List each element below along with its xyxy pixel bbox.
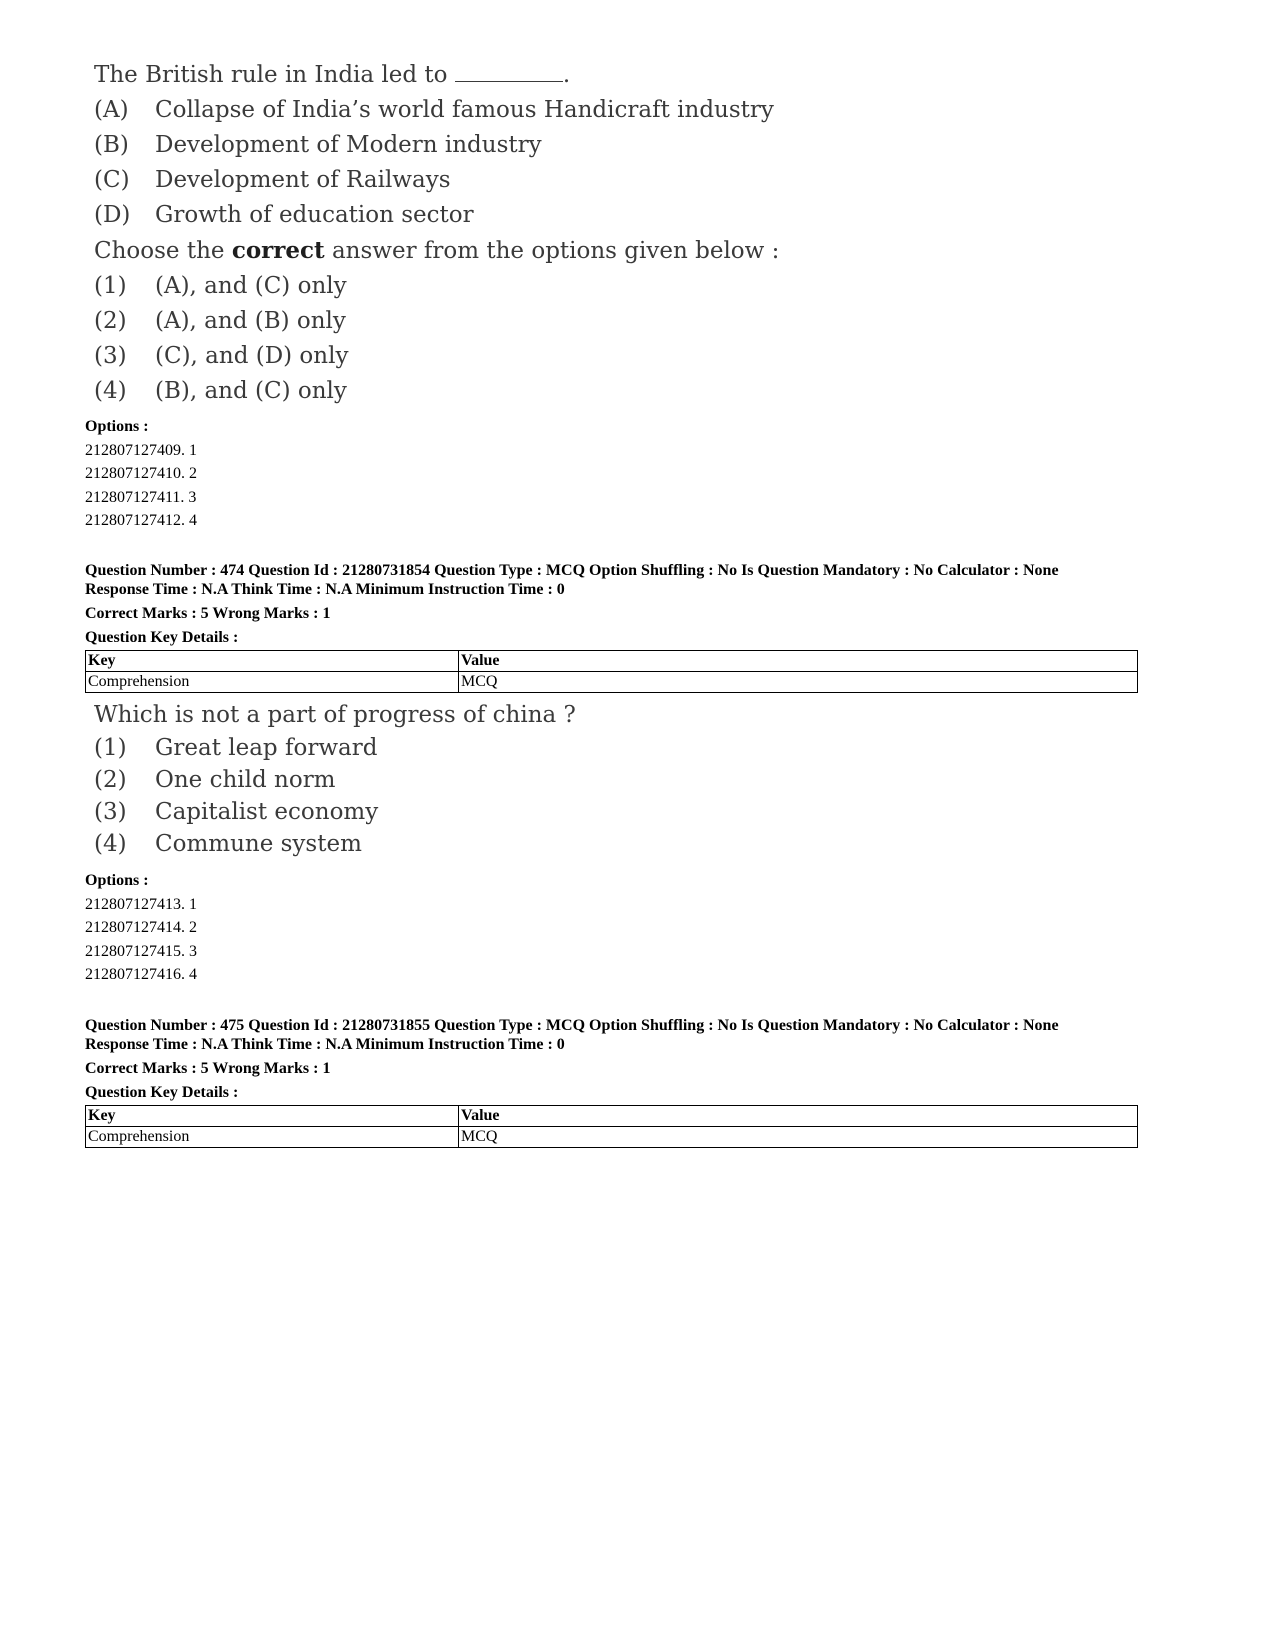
option-item: 212807127416. 4 <box>85 966 197 983</box>
q474-key-table <box>85 650 1138 693</box>
question-meta-line2: Response Time : N.A Think Time : N.A Minimum Instruction Time : 0 <box>85 1036 565 1053</box>
statement-c: (C) Development of Railways <box>94 167 451 193</box>
choice-1: (1) (A), and (C) only <box>94 273 347 299</box>
table-header-row <box>86 1106 1138 1127</box>
key-cell: Comprehension <box>86 672 459 693</box>
option-item: 212807127409. 1 <box>85 441 197 459</box>
choice-3: (3) (C), and (D) only <box>94 343 349 369</box>
question-key-details-label: Question Key Details : <box>85 628 239 646</box>
options-heading: Options : <box>85 872 149 889</box>
statement-a: (A) Collapse of India’s world famous Handicraft industry <box>94 97 774 123</box>
choice-1: (1) Great leap forward <box>94 735 378 761</box>
key-cell: Comprehension <box>86 1127 459 1148</box>
value-cell: MCQ <box>459 672 1138 693</box>
option-item: 212807127414. 2 <box>85 919 197 936</box>
q474-options <box>85 869 197 987</box>
q473-options <box>85 415 197 533</box>
option-item: 212807127413. 1 <box>85 895 197 913</box>
option-item: 212807127415. 3 <box>85 942 197 960</box>
option-item: 212807127410. 2 <box>85 465 197 482</box>
question-meta-line1: Question Number : 475 Question Id : 21280731855 Question Type : MCQ Option Shuffling : No Is Question Mandatory : No Calculator : None <box>85 1017 1059 1034</box>
choice-4: (4) Commune system <box>94 831 362 857</box>
question-marks: Correct Marks : 5 Wrong Marks : 1 <box>85 605 331 622</box>
q474-header <box>85 561 1059 649</box>
statement-d: (D) Growth of education sector <box>94 202 474 228</box>
option-item: 212807127412. 4 <box>85 512 197 529</box>
question-473-image <box>94 58 779 409</box>
options-heading: Options : <box>85 418 149 435</box>
question-meta-line2: Response Time : N.A Think Time : N.A Minimum Instruction Time : 0 <box>85 581 565 598</box>
option-item: 212807127411. 3 <box>85 488 197 506</box>
value-header: Value <box>459 1106 1138 1127</box>
question-marks: Correct Marks : 5 Wrong Marks : 1 <box>85 1060 331 1077</box>
choice-3: (3) Capitalist economy <box>94 799 379 825</box>
table-row <box>86 1127 1138 1148</box>
statement-b: (B) Development of Modern industry <box>94 132 542 158</box>
choice-2: (2) (A), and (B) only <box>94 308 346 334</box>
value-header: Value <box>459 651 1138 672</box>
answer-blank <box>455 63 563 82</box>
question-stem: Which is not a part of progress of china ? <box>94 702 576 728</box>
q475-header <box>85 1016 1059 1104</box>
question-key-details-label: Question Key Details : <box>85 1083 239 1101</box>
key-header: Key <box>86 1106 459 1127</box>
value-cell: MCQ <box>459 1127 1138 1148</box>
q475-key-table <box>85 1105 1138 1148</box>
instruction: Choose the correct answer from the options given below : <box>94 237 780 264</box>
table-header-row <box>86 651 1138 672</box>
table-row <box>86 672 1138 693</box>
choice-4: (4) (B), and (C) only <box>94 378 347 404</box>
key-header: Key <box>86 651 459 672</box>
choice-2: (2) One child norm <box>94 767 336 793</box>
question-474-image <box>94 699 576 860</box>
question-meta-line1: Question Number : 474 Question Id : 21280731854 Question Type : MCQ Option Shuffling : No Is Question Mandatory : No Calculator : None <box>85 562 1059 579</box>
question-stem: The British rule in India led to . <box>94 62 571 88</box>
